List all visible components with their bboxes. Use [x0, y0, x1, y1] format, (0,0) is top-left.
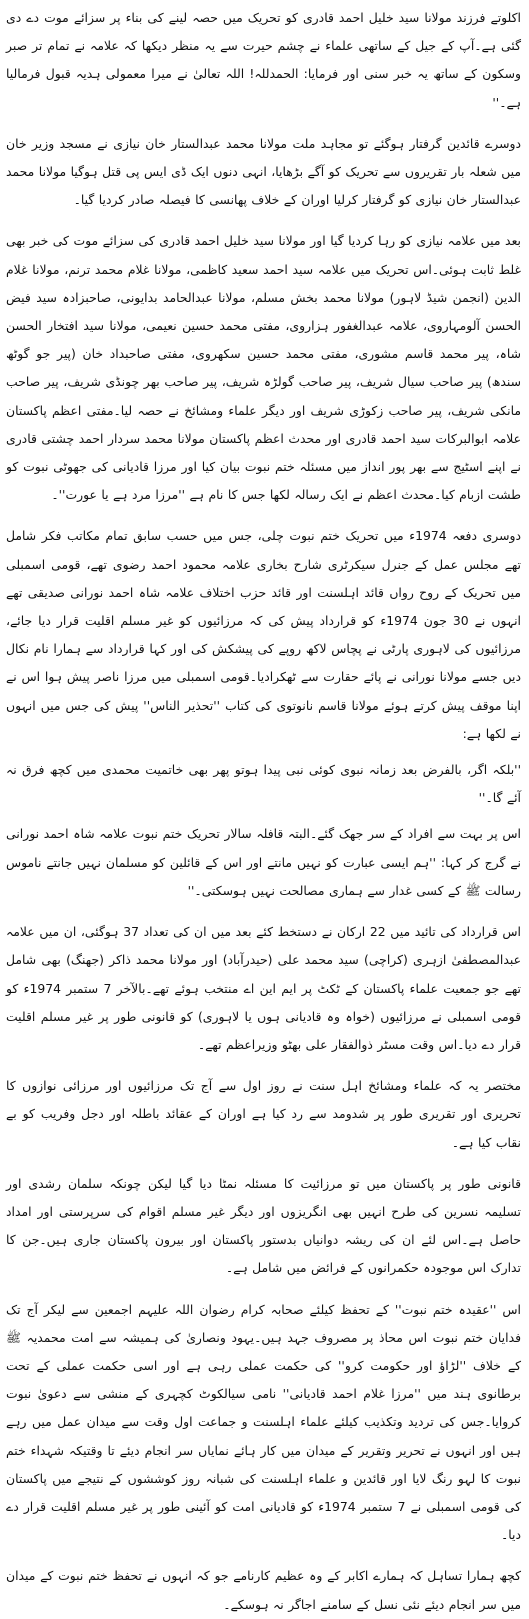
- paragraph-legal-status: قانونی طور پر پاکستان میں تو مرزائیت کا مسئلہ نمٹا دیا گیا لیکن چونکہ سلمان رشدی اور تسلیمہ نسرین کی طرح انہیں بھی انگریزوں اور دیگر غیر مسلم اقوام کی سرپرستی اور امداد حاصل ہے۔اس لئے ان کی ریشہ دوانیاں بدستور پاکستان اور بیرون پاکستان جاری ہیں۔جن کا تدارک اس موجودہ حکمرانوں کے فرائض میں شامل ہے۔: [6, 1175, 521, 1276]
- paragraph-summary: مختصر یہ کہ علماء ومشائخ اہل سنت نے روز اول سے آج تک مرزائیوں اور مرزائی نوازوں کا تحریری اور تقریری طور پر شدومد سے رد کیا ہے اوران کے عقائد باطلہ اور دجل وفریب کو بے نقاب کیا ہے۔: [6, 1078, 521, 1150]
- paragraph-participants: بعد میں علامہ نیازی کو رہا کردیا گیا اور مولانا سید خلیل احمد قادری کی سزائے موت کی خبر بھی غلط ثابت ہوئی۔اس تحریک میں علامہ سید احمد سعید کاظمی، مولانا غلام محمد ترنم، مولانا غلام الدین (انجمن شیڈ لاہور) مولانا محمد بخش مسلم، مولانا عبدالحامد بدایونی، صاحبزادہ سید فیض الحسن آلومہاروی، علامہ عبدالغفور ہزاروی، مفتی محمد حسین نعیمی، مولانا سید افتخار الحسن شاہ، پیر محمد قاسم مشوری، مفتی محمد حسین سکھروی، مفتی صاحبداد خان (پیر جو گوٹھ سندھ) پیر صاحب سیال شریف، پیر صاحب گولڑہ شریف، پیر صاحب بھر چونڈی شریف، پیر صاحب مانکی شریف، پیر صاحب زکوڑی شریف اور دیگر علماء ومشائخ نے حصہ لیا۔مفتی اعظم پاکستان علامہ ابوالبرکات سید احمد قادری اور محدث اعظم پاکستان مولانا محمد سردار احمد چشتی قادری نے اپنے اسٹیج سے بھر پور انداز میں مسئلہ ختم نبوت بیان کیا اور مرزا قادیانی کی جھوٹی نبوت کو طشت ازبام کیا۔محدث اعظم نے ایک رسالہ لکھا جس کا نام ہے ''مرزا مرد ہے یا عورت''۔: [6, 233, 521, 503]
- paragraph-quotation: ''بلکہ اگر، بالفرض بعد زمانہ نبوی کوئی نبی پیدا ہوتو پھر بھی خاتمیت محمدی میں کچھ فرق نہ آئے گا۔'': [6, 762, 521, 806]
- paragraph-1974-movement: دوسری دفعہ 1974ء میں تحریک ختم نبوت چلی، جس میں حسب سابق تمام مکاتب فکر شامل تھے مجلس عمل کے جنرل سیکرٹری شارح بخاری علامہ محمود احمد رضوی تھے، قومی اسمبلی میں تحریک کے روح رواں قائد اہلسنت اور قائد حزب اختلاف علامہ شاہ احمد نورانی صدیقی تھے انہوں نے 30 جون 1974ء کو قرارداد پیش کی کہ مرزائیوں کو غیر مسلم اقلیت قرار دیا جائے، مرزائیوں کی لاہوری پارٹی نے پچاس لاکھ روپے کی پیشکش کی اور کہا قرارداد سے ہمارا نام نکال دیں جسے مولانا نورانی نے پائے حقارت سے ٹھکرادیا۔قومی اسمبلی میں مرزا ناصر پیش ہوا اس نے اپنا موقف پیش کرتے ہوئے مولانا قاسم نانوتوی کی کتاب ''تحذیر الناس'' پیش کی جس میں انہوں نے لکھا ہے:: [6, 528, 521, 741]
- paragraph-finality-defense: اس ''عقیدہ ختم نبوت'' کے تحفظ کیلئے صحابہ کرام رضوان اللہ علیہم اجمعین سے لیکر آج تک فدایان ختم نبوت اس محاذ پر مصروف جہد ہیں۔یہود ونصاریٰ کی ہمیشہ سے امت محمدیہ ﷺ کے خلاف ''لڑاؤ اور حکومت کرو'' کی حکمت عملی رہی ہے اور اسی حکمت عملی کے تحت برطانوی ہند میں ''مرزا غلام احمد قادیانی'' نامی سیالکوٹ کچہری کے منشی سے دعویٰ نبوت کروایا۔جس کی تردید وتکذیب کیلئے علماء اہلسنت و جماعت اول وقت سے میدان عمل میں رہے ہیں اور انہوں نے تحریر وتقریر کے میدان میں کار ہائے نمایاں سر انجام دیئے تا وقتیکہ شہداء ختم نبوت کا لہو رنگ لایا اور قائدین و علماء اہلسنت کی شبانہ روز کوششوں کے نتیجے میں پاکستان کی قومی اسمبلی نے 7 ستمبر 1974ء کو قادیانی امت کو آئینی طور پر غیر مسلم اقلیت قرار دے دیا۔: [6, 1301, 522, 1543]
- paragraph-closing: کچھ ہمارا تساہل کہ ہمارے اکابر کے وہ عظیم کارنامے جو کہ انہوں نے تحفظ ختم نبوت کے میدان میں سر انجام دیئے نئی نسل کے سامنے اجاگر نہ ہوسکے۔: [6, 1568, 521, 1612]
- paragraph-niazi-arrest: دوسرے قائدین گرفتار ہوگئے تو مجاہد ملت مولانا محمد عبدالستار خان نیازی نے مسجد وزیر خان میں شعلہ بار تقریروں سے تحریک کو آگے بڑھایا، انہی دنوں ایک ڈی ایس پی قتل ہوگیا مولانا محمد عبدالستار خان نیازی کو گرفتار کرلیا اوران کے خلاف پھانسی کا فیصلہ صادر کردیا گیا۔: [6, 135, 521, 208]
- paragraph-resolution: اس قرارداد کی تائید میں 22 ارکان نے دستخط کئے بعد میں ان کی تعداد 37 ہوگئی، ان میں علامہ عبدالمصطفیٰ ازہری (کراچی) سید محمد علی (حیدرآباد) اور مولانا محمد ذاکر (جھنگ) بھی شامل تھے جو جمعیت علماء پاکستان کے ٹکٹ پر ایم این اے منتخب ہوئے تھے۔بالآخر 7 ستمبر 1974ء کو قومی اسمبلی نے مرزائیوں (خواہ وہ قادیانی ہوں یا لاہوری) کو قانونی طور پر غیر مسلم اقلیت قرار دے دیا۔اس وقت مسٹر ذوالفقار علی بھٹو وزیراعظم تھے۔: [6, 924, 521, 1052]
- paragraph-noorani-response: اس پر بہت سے افراد کے سر جھک گئے۔البتہ قافلہ سالار تحریک ختم نبوت علامہ شاہ احمد نورانی نے گرج کر کہا: ''ہم ایسی عبارت کو نہیں مانتے اور اس کے قائلین کو مسلمان نہیں جانتے ناموس رسالت ﷺ کے کسی غدار سے ہماری مصالحت نہیں ہوسکتی۔'': [6, 826, 521, 898]
- paragraph-intro: اکلوتے فرزند مولانا سید خلیل احمد قادری کو تحریک میں حصہ لینے کی بناء پر سزائے موت دے دی گئی ہے۔آپ کے جیل کے ساتھی علماء نے چشم حیرت سے یہ منظر دیکھا کہ علامہ نے تمام تر صبر وسکون کے ساتھ یہ خبر سنی اور فرمایا: الحمدللہ! اللہ تعالیٰ نے میرا معمولی ہدیہ قبول فرمالیا ہے۔'': [6, 10, 521, 110]
